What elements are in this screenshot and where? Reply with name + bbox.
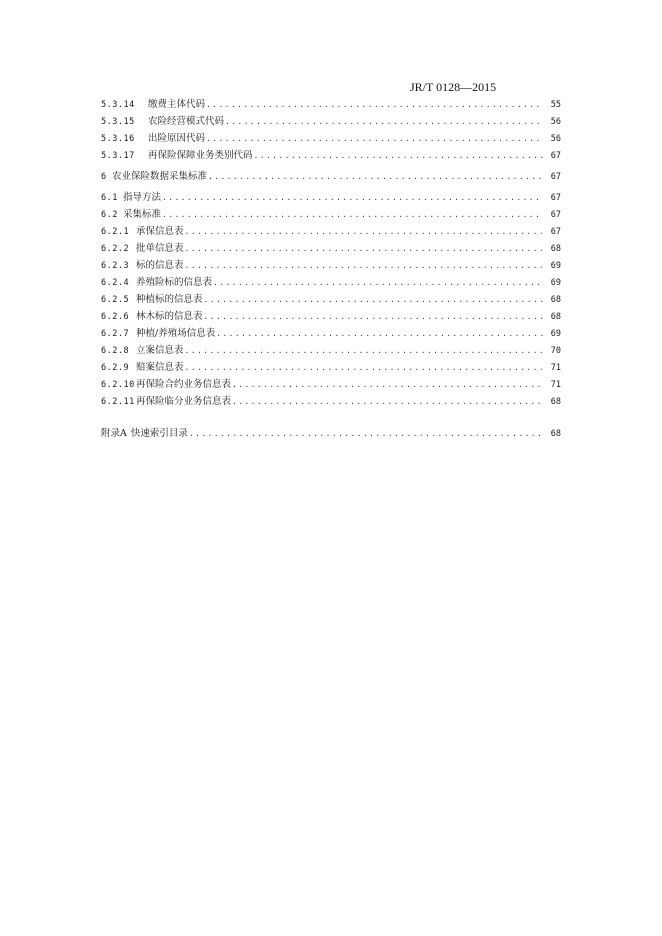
toc-entry[interactable]: [101, 130, 561, 147]
toc-entry-number: 6.1: [101, 193, 118, 203]
toc-entry[interactable]: [101, 393, 561, 410]
toc-entry[interactable]: [101, 359, 561, 376]
toc-entry-page: 71: [550, 363, 561, 373]
toc-entry-page: 68: [550, 429, 561, 439]
toc-chapter-entry[interactable]: [101, 168, 561, 185]
toc-entry-number: 附录A: [101, 428, 127, 439]
toc-entry-title: 标的信息表: [136, 260, 184, 271]
toc-entry-number: 6.2.4: [101, 278, 130, 288]
toc-entry-page: 68: [550, 244, 561, 254]
toc-entry-title: 出险原因代码: [148, 133, 206, 144]
toc-entry-page: 69: [550, 278, 561, 288]
toc-entry-page: 67: [550, 193, 561, 203]
toc-entry-title: 再保险临分业务信息表: [136, 396, 232, 407]
dot-leader: [206, 96, 543, 113]
toc-entry-title: 再保险合约业务信息表: [136, 379, 232, 390]
toc-entry-page: 67: [550, 172, 561, 182]
toc-entry[interactable]: [101, 113, 561, 130]
table-of-contents: [101, 96, 561, 442]
toc-entry-title: 养殖险标的信息表: [136, 277, 213, 288]
toc-entry-number: 6.2.5: [101, 295, 130, 305]
toc-entry-title: 指导方法: [123, 192, 162, 203]
toc-entry-number: 5.3.17: [101, 151, 135, 161]
toc-entry-title: 立案信息表: [136, 345, 184, 356]
toc-entry-number: 6: [101, 172, 107, 182]
toc-entry-number: 6.2.7: [101, 329, 130, 339]
toc-entry-page: 67: [550, 210, 561, 220]
toc-entry-page: 67: [550, 227, 561, 237]
toc-entry-number: 6.2.2: [101, 244, 130, 254]
dot-leader: [185, 342, 543, 359]
toc-entry[interactable]: [101, 189, 561, 206]
dot-leader: [162, 189, 543, 206]
toc-entry-title: 再保险保障业务类别代码: [148, 150, 253, 161]
toc-entry-title: 种植/养殖场信息表: [136, 328, 216, 339]
toc-entry-title: 批单信息表: [136, 243, 184, 254]
dot-leader: [185, 359, 543, 376]
toc-entry[interactable]: [101, 325, 561, 342]
toc-entry[interactable]: [101, 223, 561, 240]
dot-leader: [204, 291, 543, 308]
dot-leader: [232, 376, 543, 393]
toc-entry-number: 6.2.3: [101, 261, 130, 271]
dot-leader: [213, 274, 543, 291]
toc-entry-number: 6.2: [101, 210, 118, 220]
toc-entry-number: 6.2.1: [101, 227, 130, 237]
dot-leader: [185, 223, 543, 240]
toc-entry-title: 林木标的信息表: [136, 311, 203, 322]
toc-entry-title: 农业保险数据采集标准: [112, 171, 208, 182]
dot-leader: [189, 425, 543, 442]
toc-entry-number: 6.2.10: [101, 380, 135, 390]
toc-entry-page: 68: [550, 312, 561, 322]
toc-entry-number: 5.3.14: [101, 100, 135, 110]
toc-entry-number: 6.2.9: [101, 363, 130, 373]
toc-entry-page: 68: [550, 295, 561, 305]
toc-entry-title: 采集标准: [123, 209, 162, 220]
toc-entry-page: 56: [550, 134, 561, 144]
toc-appendix-entry[interactable]: [101, 425, 561, 442]
toc-entry-title: 快速索引目录: [130, 428, 188, 439]
toc-entry[interactable]: [101, 308, 561, 325]
toc-entry[interactable]: [101, 147, 561, 164]
dot-leader: [185, 257, 543, 274]
dot-leader: [225, 113, 543, 130]
toc-entry[interactable]: [101, 206, 561, 223]
dot-leader: [216, 325, 543, 342]
toc-entry[interactable]: [101, 257, 561, 274]
toc-entry[interactable]: [101, 274, 561, 291]
toc-entry-title: 缴费主体代码: [148, 99, 206, 110]
standard-code: JR/T 0128—2015: [410, 80, 497, 94]
dot-leader: [185, 240, 543, 257]
toc-entry-page: 56: [550, 117, 561, 127]
toc-entry[interactable]: [101, 342, 561, 359]
dot-leader: [206, 130, 543, 147]
toc-entry-number: 6.2.11: [101, 397, 135, 407]
dot-leader: [254, 147, 543, 164]
dot-leader: [204, 308, 543, 325]
toc-entry[interactable]: [101, 240, 561, 257]
toc-entry-number: 6.2.6: [101, 312, 130, 322]
toc-entry-page: 55: [550, 100, 561, 110]
toc-entry-title: 种植标的信息表: [136, 294, 203, 305]
toc-entry-page: 67: [550, 151, 561, 161]
toc-entry-number: 6.2.8: [101, 346, 130, 356]
toc-entry[interactable]: [101, 376, 561, 393]
dot-leader: [208, 168, 543, 185]
toc-entry-page: 69: [550, 261, 561, 271]
toc-entry[interactable]: [101, 96, 561, 113]
toc-entry-page: 69: [550, 329, 561, 339]
toc-entry-number: 5.3.15: [101, 117, 135, 127]
toc-entry-title: 承保信息表: [136, 226, 184, 237]
dot-leader: [162, 206, 543, 223]
dot-leader: [232, 393, 543, 410]
toc-entry-page: 68: [550, 397, 561, 407]
toc-entry-title: 农险经营模式代码: [148, 116, 225, 127]
toc-entry-page: 71: [550, 380, 561, 390]
toc-entry[interactable]: [101, 291, 561, 308]
toc-entry-number: 5.3.16: [101, 134, 135, 144]
toc-entry-page: 70: [550, 346, 561, 356]
toc-entry-title: 赔案信息表: [136, 362, 184, 373]
